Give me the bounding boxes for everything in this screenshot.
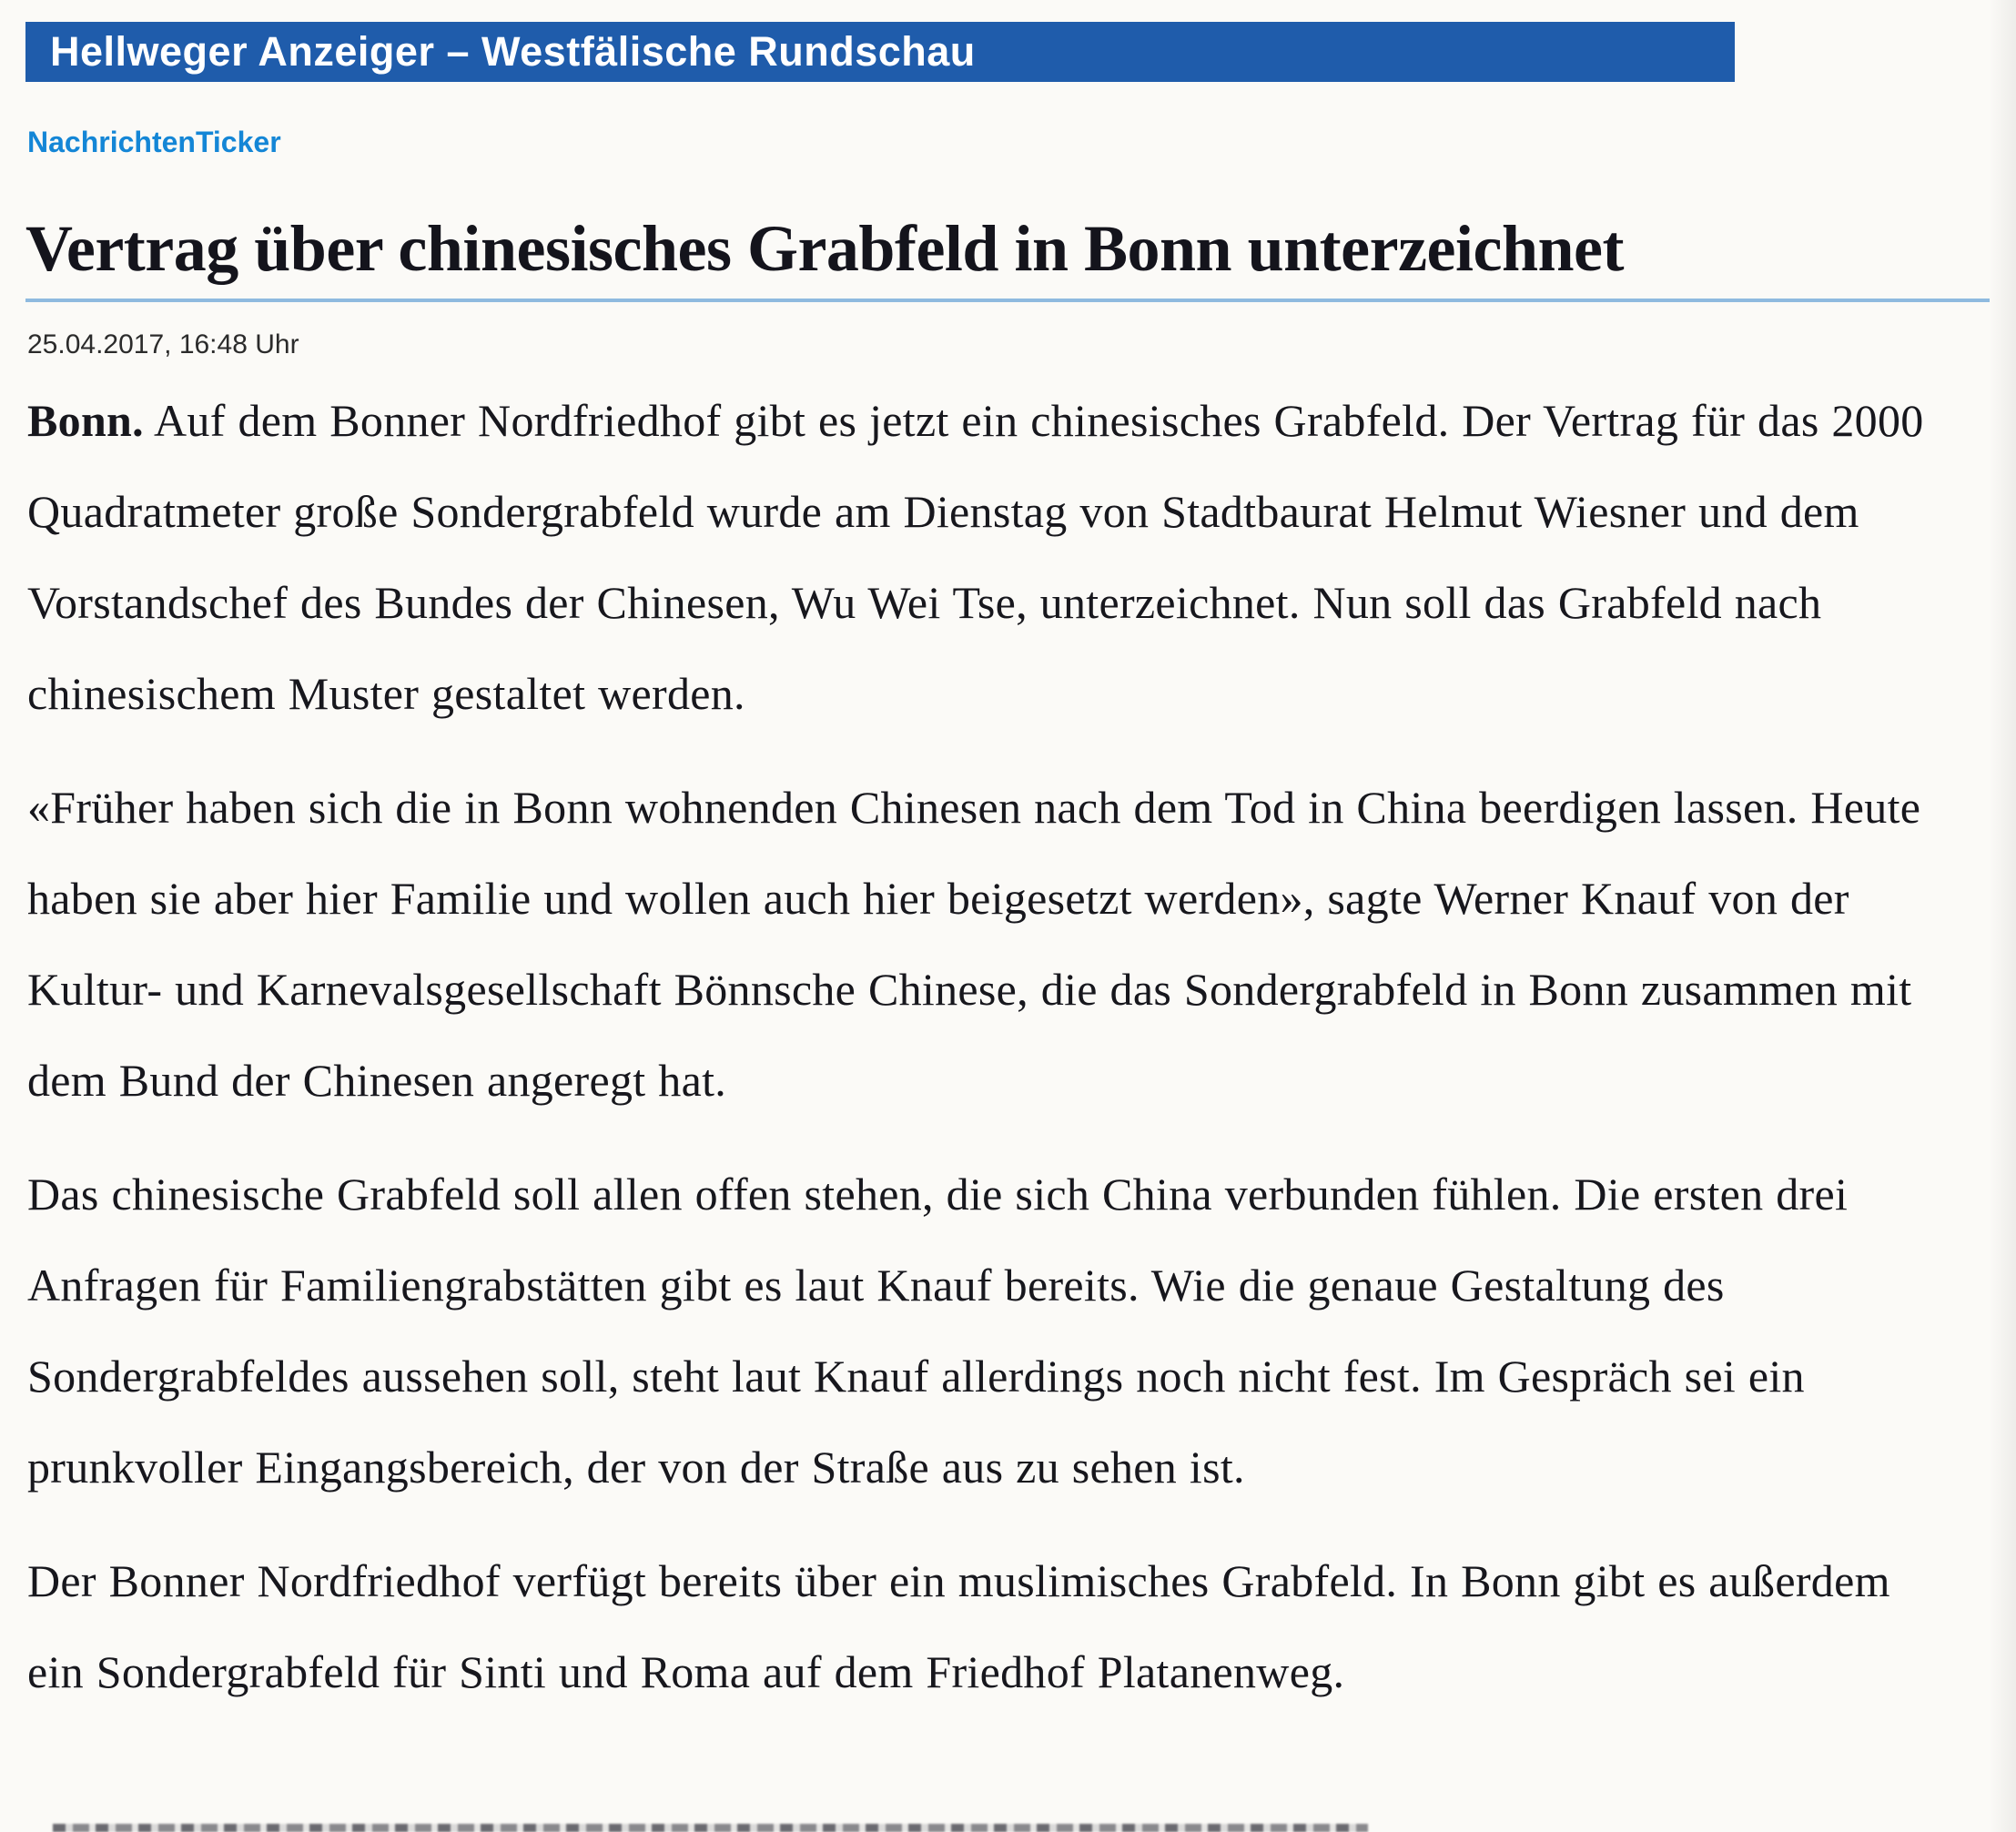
article-body: [27, 375, 1943, 1740]
article-headline: Vertrag über chinesisches Grabfeld in Bonn unterzeichnet: [25, 212, 1624, 285]
paragraph-4: Der Bonner Nordfriedhof verfügt bereits über ein muslimisches Grabfeld. In Bonn gibt es außerdem ein Sondergrabfeld für Sinti und Roma auf dem Friedhof Platanenweg.: [27, 1555, 1890, 1697]
masthead-bar: [25, 22, 1735, 82]
section-label: NachrichtenTicker: [27, 126, 281, 158]
publication-title: Hellweger Anzeiger – Westfälische Rundschau: [50, 28, 976, 75]
headline-divider: [25, 299, 1990, 302]
paragraph-1-text: Auf dem Bonner Nordfriedhof gibt es jetzt ein chinesisches Grabfeld. Der Vertrag für das 2000 Quadratmeter große Sondergrabfeld wurde am Dienstag von Stadtbaurat Helmut Wiesner und dem Vorstandschef des Bundes der Chinesen, Wu Wei Tse, unterzeichnet. Nun soll das Grabfeld nach chinesischem Muster gestaltet werden.: [27, 395, 1924, 719]
paragraph-1: [27, 375, 1943, 739]
cut-off-text-artifact: [53, 1824, 1368, 1832]
paragraph-3: Das chinesische Grabfeld soll allen offen stehen, die sich China verbunden fühlen. Die ersten drei Anfragen für Familiengrabstätten gibt es laut Knauf bereits. Wie die genaue Gestaltung des Sondergrabfeldes aussehen soll, steht laut Knauf allerdings noch nicht fest. Im Gespräch sei ein prunkvoller Eingangsbereich, der von der Straße aus zu sehen ist.: [27, 1169, 1849, 1493]
article-timestamp: 25.04.2017, 16:48 Uhr: [27, 329, 299, 359]
dateline: Bonn.: [27, 395, 144, 446]
paragraph-2: «Früher haben sich die in Bonn wohnenden Chinesen nach dem Tod in China beerdigen lassen. Heute haben sie aber hier Familie und wollen auch hier beigesetzt werden», sagte Werner Knauf von der Kultur- und Karnevalsgesellschaft Bönnsche Chinese, die das Sondergrabfeld in Bonn zusammen mit dem Bund der Chinesen angeregt hat.: [27, 782, 1921, 1106]
